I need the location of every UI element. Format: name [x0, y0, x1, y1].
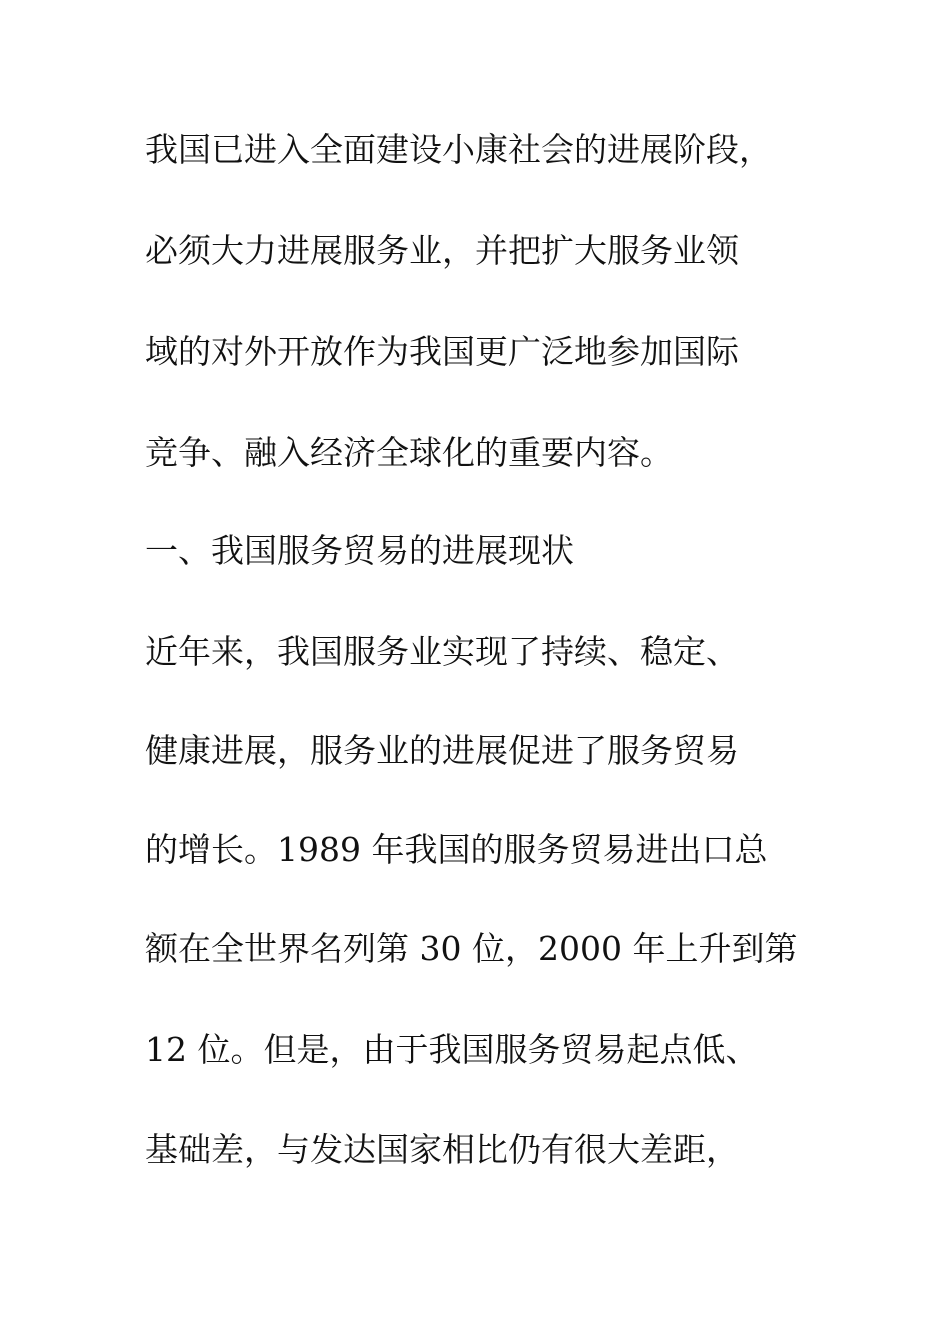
text-line: 额在全世界名列第 30 位，2000 年上升到第: [145, 929, 798, 968]
text-line: 我国已进入全面建设小康社会的进展阶段，: [145, 130, 772, 169]
text-line: 12 位。但是，由于我国服务贸易起点低、: [145, 1030, 759, 1069]
text-line: 的增长。1989 年我国的服务贸易进出口总: [145, 830, 768, 869]
text-line: 域的对外开放作为我国更广泛地参加国际: [145, 332, 739, 371]
text-line: 竞争、融入经济全球化的重要内容。: [145, 433, 673, 472]
text-line: 近年来，我国服务业实现了持续、稳定、: [145, 632, 739, 671]
text-line: 健康进展，服务业的进展促进了服务贸易: [145, 731, 739, 770]
section-heading: 一、我国服务贸易的进展现状: [145, 531, 574, 570]
text-line: 必须大力进展服务业，并把扩大服务业领: [145, 231, 739, 270]
text-line: 基础差，与发达国家相比仍有很大差距，: [145, 1130, 739, 1169]
